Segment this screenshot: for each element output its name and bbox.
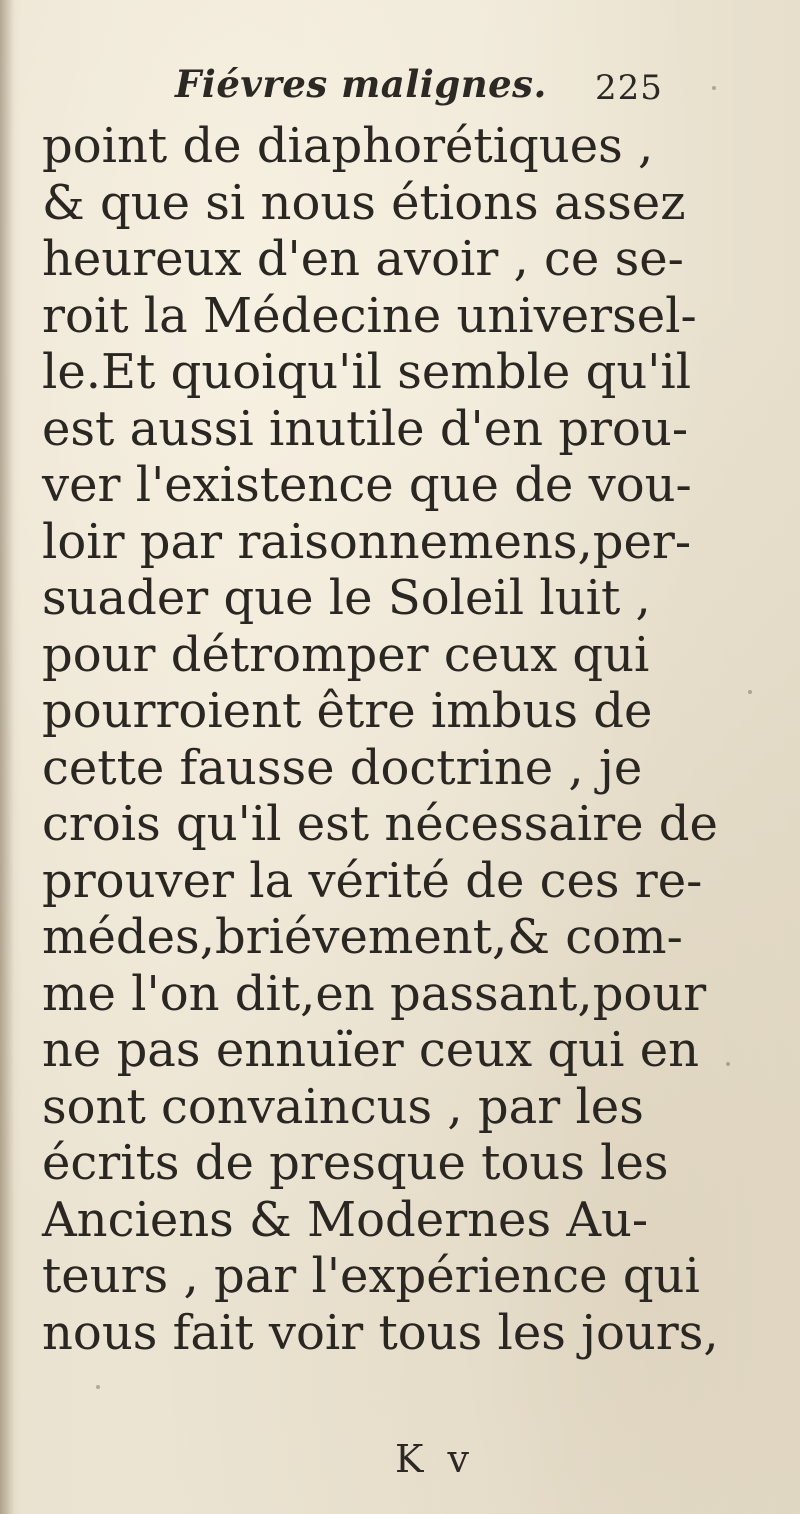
running-title: Fiévres malignes. [175, 62, 547, 106]
text-line: crois qu'il est nécessaire de [42, 796, 718, 852]
text-line: loir par raisonnemens,per- [42, 513, 692, 570]
text-line: est aussi inutile d'en prou- [42, 400, 689, 457]
text-line: Anciens & Modernes Au- [42, 1191, 649, 1248]
text-line: suader que le Soleil luit , [42, 570, 651, 626]
page-header [0, 62, 800, 122]
paper-speck [748, 690, 752, 694]
text-line: le.Et quoiqu'il semble qu'il [42, 344, 692, 400]
page-number: 225 [595, 68, 663, 108]
body-text [42, 118, 722, 1361]
text-line: cette fausse doctrine , je [42, 739, 643, 796]
paper-speck [712, 86, 716, 90]
text-line: ver l'existence que de vou- [42, 457, 692, 513]
text-line: pour détromper ceux qui [42, 626, 650, 683]
catchword-signature: K v [395, 1437, 475, 1481]
text-line: teurs , par l'expérience qui [42, 1248, 700, 1304]
text-line: nous fait voir tous les jours, [42, 1304, 719, 1361]
text-line: prouver la vérité de ces re- [42, 852, 703, 909]
text-line: ne pas ennuïer ceux qui en [42, 1022, 700, 1078]
text-line: point de diaphorétiques , [42, 118, 654, 174]
text-line: roit la Médecine universel- [42, 287, 697, 344]
binding-gutter-shadow [0, 0, 14, 1514]
text-line: me l'on dit,en passant,pour [42, 965, 707, 1022]
text-line: écrits de presque tous les [42, 1135, 669, 1191]
text-line: médes,briévement,& com- [42, 909, 683, 965]
paper-speck [726, 1062, 730, 1066]
paper-speck [96, 1385, 100, 1389]
text-line: & que si nous étions assez [42, 174, 686, 231]
text-line: pourroient être imbus de [42, 683, 653, 739]
text-line: sont convaincus , par les [42, 1078, 644, 1135]
text-line: heureux d'en avoir , ce se- [42, 231, 684, 287]
